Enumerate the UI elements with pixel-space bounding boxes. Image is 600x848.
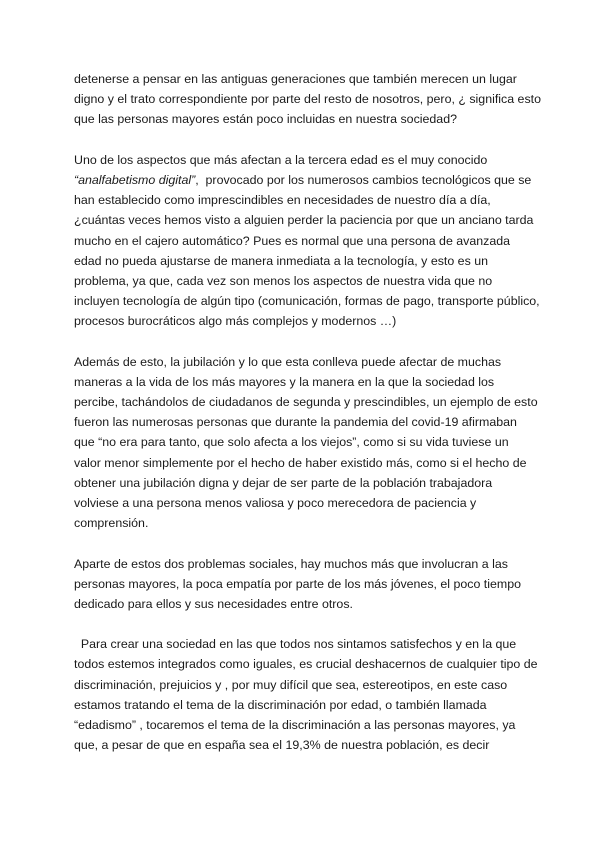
italic-term: “analfabetismo digital”	[74, 172, 196, 187]
text-line: Uno de los aspectos que más afectan a la tercera edad es el muy conocido	[74, 152, 488, 167]
text-line: problema, ya que, cada vez son menos los aspectos de nuestra vida que no	[74, 273, 493, 288]
text-line: dedicado para ellos y sus necesidades entre otros.	[74, 596, 353, 611]
paragraph-1	[74, 69, 544, 130]
text-line: Además de esto, la jubilación y lo que esta conlleva puede afectar de muchas	[74, 354, 502, 369]
text-line-with-italic: “analfabetismo digital”, provocado por los numerosos cambios tecnológicos que se	[74, 172, 532, 187]
text-line: percibe, tachándolos de ciudadanos de segunda y prescindibles, un ejemplo de esto	[74, 395, 538, 409]
text-line: Aparte de estos dos problemas sociales, hay muchos más que involucran a las	[74, 556, 508, 571]
text-line: detenerse a pensar en las antiguas generaciones que también merecen un lugar	[74, 72, 517, 86]
text-line: “edadismo” , tocaremos el tema de la discriminación a las personas mayores, ya	[74, 718, 516, 732]
text-line: incluyen tecnología de algún tipo (comunicación, formas de pago, transporte público,	[74, 294, 540, 309]
text-line: estamos tratando el tema de la discriminación por edad, o también llamada	[74, 697, 487, 712]
text-line: personas mayores, la poca empatía por parte de los más jóvenes, el poco tiempo	[74, 576, 521, 591]
paragraph-spacer	[74, 614, 544, 634]
text-line: procesos burocráticos algo más complejos y modernos …)	[74, 314, 397, 329]
text-line: volviese a una persona menos valiosa y poco merecedora de paciencia y	[74, 495, 477, 510]
paragraph-spacer	[74, 533, 544, 553]
text-line: han establecido como imprescindibles en necesidades de nuestro día a día,	[74, 193, 491, 208]
text-line: comprensión.	[74, 516, 149, 531]
paragraph-2	[74, 150, 544, 332]
paragraph-4	[74, 554, 544, 615]
paragraph-spacer	[74, 130, 544, 150]
text-line: digno y el trato correspondiente por parte del resto de nosotros, pero, ¿ significa esto	[74, 92, 541, 107]
text-line: que las personas mayores están poco incluidas en nuestra sociedad?	[74, 112, 457, 127]
text-line: discriminación, prejuicios y , por muy difícil que sea, estereotipos, en este caso	[74, 677, 508, 692]
paragraph-spacer	[74, 331, 544, 351]
text-line: que “no era para tanto, que solo afecta a los viejos”, como si su vida tuviese un	[74, 435, 509, 450]
text-line: maneras a la vida de los más mayores y la manera en la que la sociedad los	[74, 374, 495, 389]
text-line: edad no pueda ajustarse de manera inmediata a la tecnología, y esto es un	[74, 253, 488, 268]
text-line: ¿cuántas veces hemos visto a alguien perder la paciencia por que un anciano tarda	[74, 213, 534, 228]
text-line: mucho en el cajero automático? Pues es normal que una persona de avanzada	[74, 233, 511, 248]
text-line: que, a pesar de que en españa sea el 19,3% de nuestra población, es decir	[74, 738, 490, 753]
text-line: valor menor simplemente por el hecho de haber existido más, como si el hecho de	[74, 455, 527, 470]
text-line: todos estemos integrados como iguales, es crucial deshacernos de cualquier tipo de	[74, 657, 538, 672]
text-line: Para crear una sociedad en las que todos nos sintamos satisfechos y en la que	[74, 637, 517, 652]
paragraph-5	[74, 634, 544, 755]
paragraph-3	[74, 352, 544, 534]
text-line: fueron las numerosas personas que durante la pandemia del covid-19 afirmaban	[74, 415, 517, 430]
document-body	[74, 69, 544, 755]
text-line: obtener una jubilación digna y dejar de ser parte de la población trabajadora	[74, 475, 493, 490]
